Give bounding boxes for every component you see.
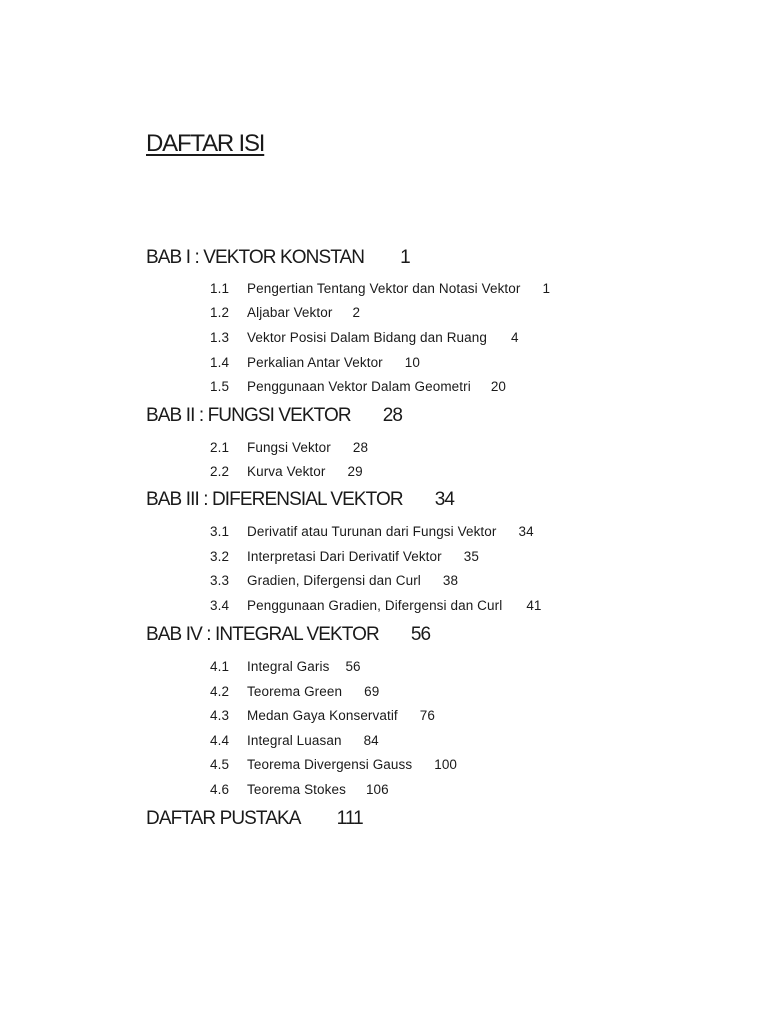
entry-page-number: 106 [365,782,389,797]
entry-number: 2.2 [210,464,230,479]
chapter-page-number: 1 [400,247,410,268]
entry-title: Interpretasi Dari Derivatif Vektor [247,549,442,564]
entry-title: Vektor Posisi Dalam Bidang dan Ruang [247,330,487,345]
entry-title: Derivatif atau Turunan dari Fungsi Vektor [247,524,497,539]
toc-entry [210,330,519,345]
toc-entry [210,524,534,539]
entry-title: Teorema Divergensi Gauss [247,757,413,772]
entry-number: 1.2 [210,305,230,320]
chapter-title: BAB III : DIFERENSIAL VEKTOR [146,489,403,510]
entry-number: 3.1 [210,524,230,539]
chapter-heading-3 [146,489,454,511]
chapter-heading-4 [146,624,430,646]
toc-entry [210,549,479,564]
toc-entry [210,440,368,455]
entry-title: Integral Garis [247,659,330,674]
toc-entry [210,464,363,479]
toc-entry [210,281,550,296]
bibliography-heading [146,808,363,830]
toc-entry [210,782,389,797]
entry-page-number: 38 [442,573,459,588]
entry-title: Fungsi Vektor [247,440,331,455]
bibliography-page-number: 111 [336,808,363,829]
chapter-page-number: 28 [382,405,403,426]
toc-entry [210,305,360,320]
chapter-title: BAB I : VEKTOR KONSTAN [146,247,365,268]
entry-number: 1.1 [210,281,230,296]
entry-page-number: 69 [364,684,380,699]
toc-entry [210,379,506,394]
entry-page-number: 34 [518,524,534,539]
chapter-page-number: 56 [410,624,431,645]
entry-title: Kurva Vektor [247,464,326,479]
entry-page-number: 35 [463,549,479,564]
entry-number: 4.1 [210,659,230,674]
entry-title: Perkalian Antar Vektor [247,355,383,370]
entry-page-number: 2 [352,305,361,320]
entry-number: 4.3 [210,708,230,723]
toc-entry [210,684,379,699]
entry-number: 3.3 [210,573,230,588]
entry-title: Penggunaan Gradien, Difergensi dan Curl [247,598,503,613]
toc-entry [210,708,435,723]
chapter-title: BAB IV : INTEGRAL VEKTOR [146,624,379,645]
entry-title: Integral Luasan [247,733,342,748]
entry-page-number: 28 [352,440,369,455]
entry-title: Pengertian Tentang Vektor dan Notasi Vektor [247,281,521,296]
entry-number: 4.2 [210,684,230,699]
entry-page-number: 10 [404,355,420,370]
entry-number: 2.1 [210,440,230,455]
entry-title: Penggunaan Vektor Dalam Geometri [247,379,471,394]
entry-number: 1.4 [210,355,230,370]
toc-entry [210,573,458,588]
entry-number: 4.6 [210,782,230,797]
entry-number: 4.5 [210,757,230,772]
entry-title: Teorema Green [247,684,343,699]
entry-number: 1.5 [210,379,230,394]
chapter-heading-2 [146,405,402,427]
entry-page-number: 41 [526,598,542,613]
page-title: DAFTAR ISI [146,130,265,157]
toc-entry [210,355,420,370]
bibliography-title: DAFTAR PUSTAKA [146,808,301,829]
entry-page-number: 20 [490,379,507,394]
entry-page-number: 4 [511,330,519,345]
chapter-page-number: 34 [434,489,455,510]
toc-entry [210,598,542,613]
entry-number: 1.3 [210,330,230,345]
entry-title: Gradien, Difergensi dan Curl [247,573,421,588]
toc-entry [210,659,361,674]
entry-page-number: 29 [347,464,363,479]
entry-page-number: 76 [419,708,435,723]
chapter-title: BAB II : FUNGSI VEKTOR [146,405,351,426]
entry-page-number: 100 [434,757,458,772]
entry-title: Teorema Stokes [247,782,346,797]
entry-number: 3.2 [210,549,230,564]
entry-number: 4.4 [210,733,230,748]
entry-page-number: 56 [345,659,361,674]
chapter-heading-1 [146,247,410,269]
entry-page-number: 84 [363,733,379,748]
toc-entry [210,757,457,772]
entry-title: Medan Gaya Konservatif [247,708,398,723]
entry-title: Aljabar Vektor [247,305,333,320]
entry-number: 3.4 [210,598,230,613]
entry-page-number: 1 [542,281,551,296]
toc-entry [210,733,379,748]
